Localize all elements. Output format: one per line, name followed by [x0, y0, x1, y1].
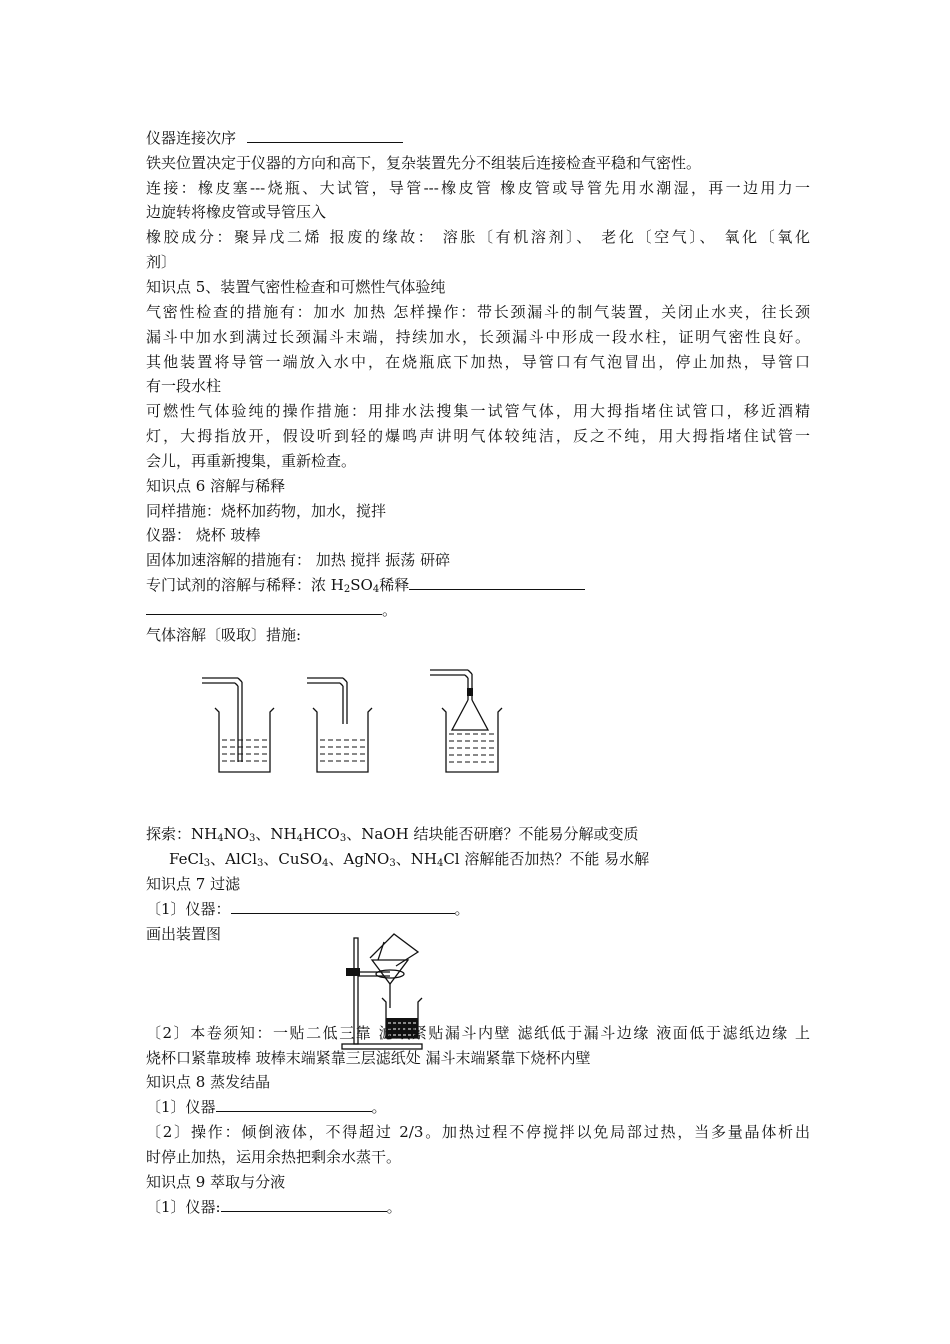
text-line: 固体加速溶解的措施有： 加热 搅拌 振荡 研碎: [146, 551, 451, 569]
text-line: 同样措施：烧杯加药物，加水，搅拌: [146, 502, 387, 520]
text-line: 探索：$NH_4NO_3$、$NH_4HCO_3$、NaOH 结块能否研磨？不能易分解或变质: [146, 825, 639, 844]
text-line: 画出装置图: [146, 925, 222, 943]
text-line: 会儿，再重新搜集，重新检查。: [146, 452, 357, 470]
text-line: 其他装置将导管一端放入水中，在烧瓶底下加热，导管口有气泡冒出，停止加热，导管口: [146, 353, 810, 371]
section-heading: 知识点 9 萃取与分液: [146, 1173, 286, 1191]
answer-blank[interactable]: [221, 1196, 387, 1212]
text-line: 〔2〕操作：倾倒液体，不得超过 2/3。加热过程不停搅拌以免局部过热，当多量晶体析出: [146, 1123, 810, 1141]
text-line: 灯，大拇指放开，假设听到轻的爆鸣声讲明气体较纯洁，反之不纯，用大拇指堵住试管一: [146, 427, 810, 445]
text-line: 〔1〕仪器 。: [146, 1098, 387, 1116]
text-line: 。: [146, 598, 810, 623]
text-line: 铁夹位置决定于仪器的方向和高下，复杂装置先分不组装后连接检查平稳和气密性。: [146, 154, 702, 172]
answer-blank[interactable]: [216, 1096, 372, 1112]
text-line: 有一段水柱: [146, 377, 222, 395]
text-line: 〔2〕本卷须知：一贴二低三靠 滤纸紧贴漏斗内壁 滤纸低于漏斗边缘 液面低于滤纸边缘 上: [146, 1024, 810, 1042]
text-line: 边旋转将橡皮管或导管压入: [146, 203, 327, 221]
answer-blank[interactable]: [231, 898, 455, 914]
answer-blank[interactable]: [146, 599, 382, 615]
section-heading: 知识点 7 过滤: [146, 875, 241, 893]
text-line: FeCl$_3$、AlCl$_3$、CuSO$_4$、AgNO$_3$、$NH_4Cl$ 溶解能否加热？不能 易水解: [169, 850, 650, 869]
text-line: 烧杯口紧靠玻棒 玻棒末端紧靠三层滤纸处 漏斗末端紧靠下烧杯内壁: [146, 1049, 591, 1067]
text-line: 气密性检查的措施有：加水 加热 怎样操作：带长颈漏斗的制气装置，关闭止水夹，往长颈: [146, 303, 810, 321]
text-line: 仪器： 烧杯 玻棒: [146, 526, 261, 544]
answer-blank[interactable]: [247, 127, 403, 143]
text-line: 剂〕: [146, 253, 177, 271]
text-line: 漏斗中加水到满过长颈漏斗末端，持续加水，长颈漏斗中形成一段水柱，证明气密性良好。: [146, 328, 810, 346]
answer-blank[interactable]: [409, 574, 585, 590]
section-heading: 知识点 5、装置气密性检查和可燃性气体验纯: [146, 278, 446, 296]
text-line: 〔1〕仪器: 。: [146, 1198, 402, 1216]
text-line: 专门试剂的溶解与稀释：浓 $H_2SO_4$稀释: [146, 573, 810, 598]
text-line: 可燃性气体验纯的操作措施：用排水法搜集一试管气体，用大拇指堵住试管口，移近酒精: [146, 402, 810, 420]
text-line: 橡胶成分：聚异戊二烯 报废的缘故： 溶胀〔有机溶剂〕、 老化〔空气〕、 氧化〔氧化: [146, 228, 810, 246]
text-line: 仪器连接次序: [146, 126, 810, 151]
text-line: 气体溶解〔吸取〕措施:: [146, 626, 302, 644]
text-line: 连接：橡皮塞---烧瓶、大试管，导管---橡皮管 橡皮管或导管先用水潮湿，再一边用力一: [146, 179, 810, 197]
gas-absorption-figure: [190, 664, 520, 782]
text-line: 〔1〕仪器： 。: [146, 900, 470, 918]
section-heading: 知识点 6 溶解与稀释: [146, 477, 286, 495]
text-line: 时停止加热，运用余热把剩余水蒸干。: [146, 1148, 402, 1166]
section-heading: 知识点 8 蒸发结晶: [146, 1073, 271, 1091]
